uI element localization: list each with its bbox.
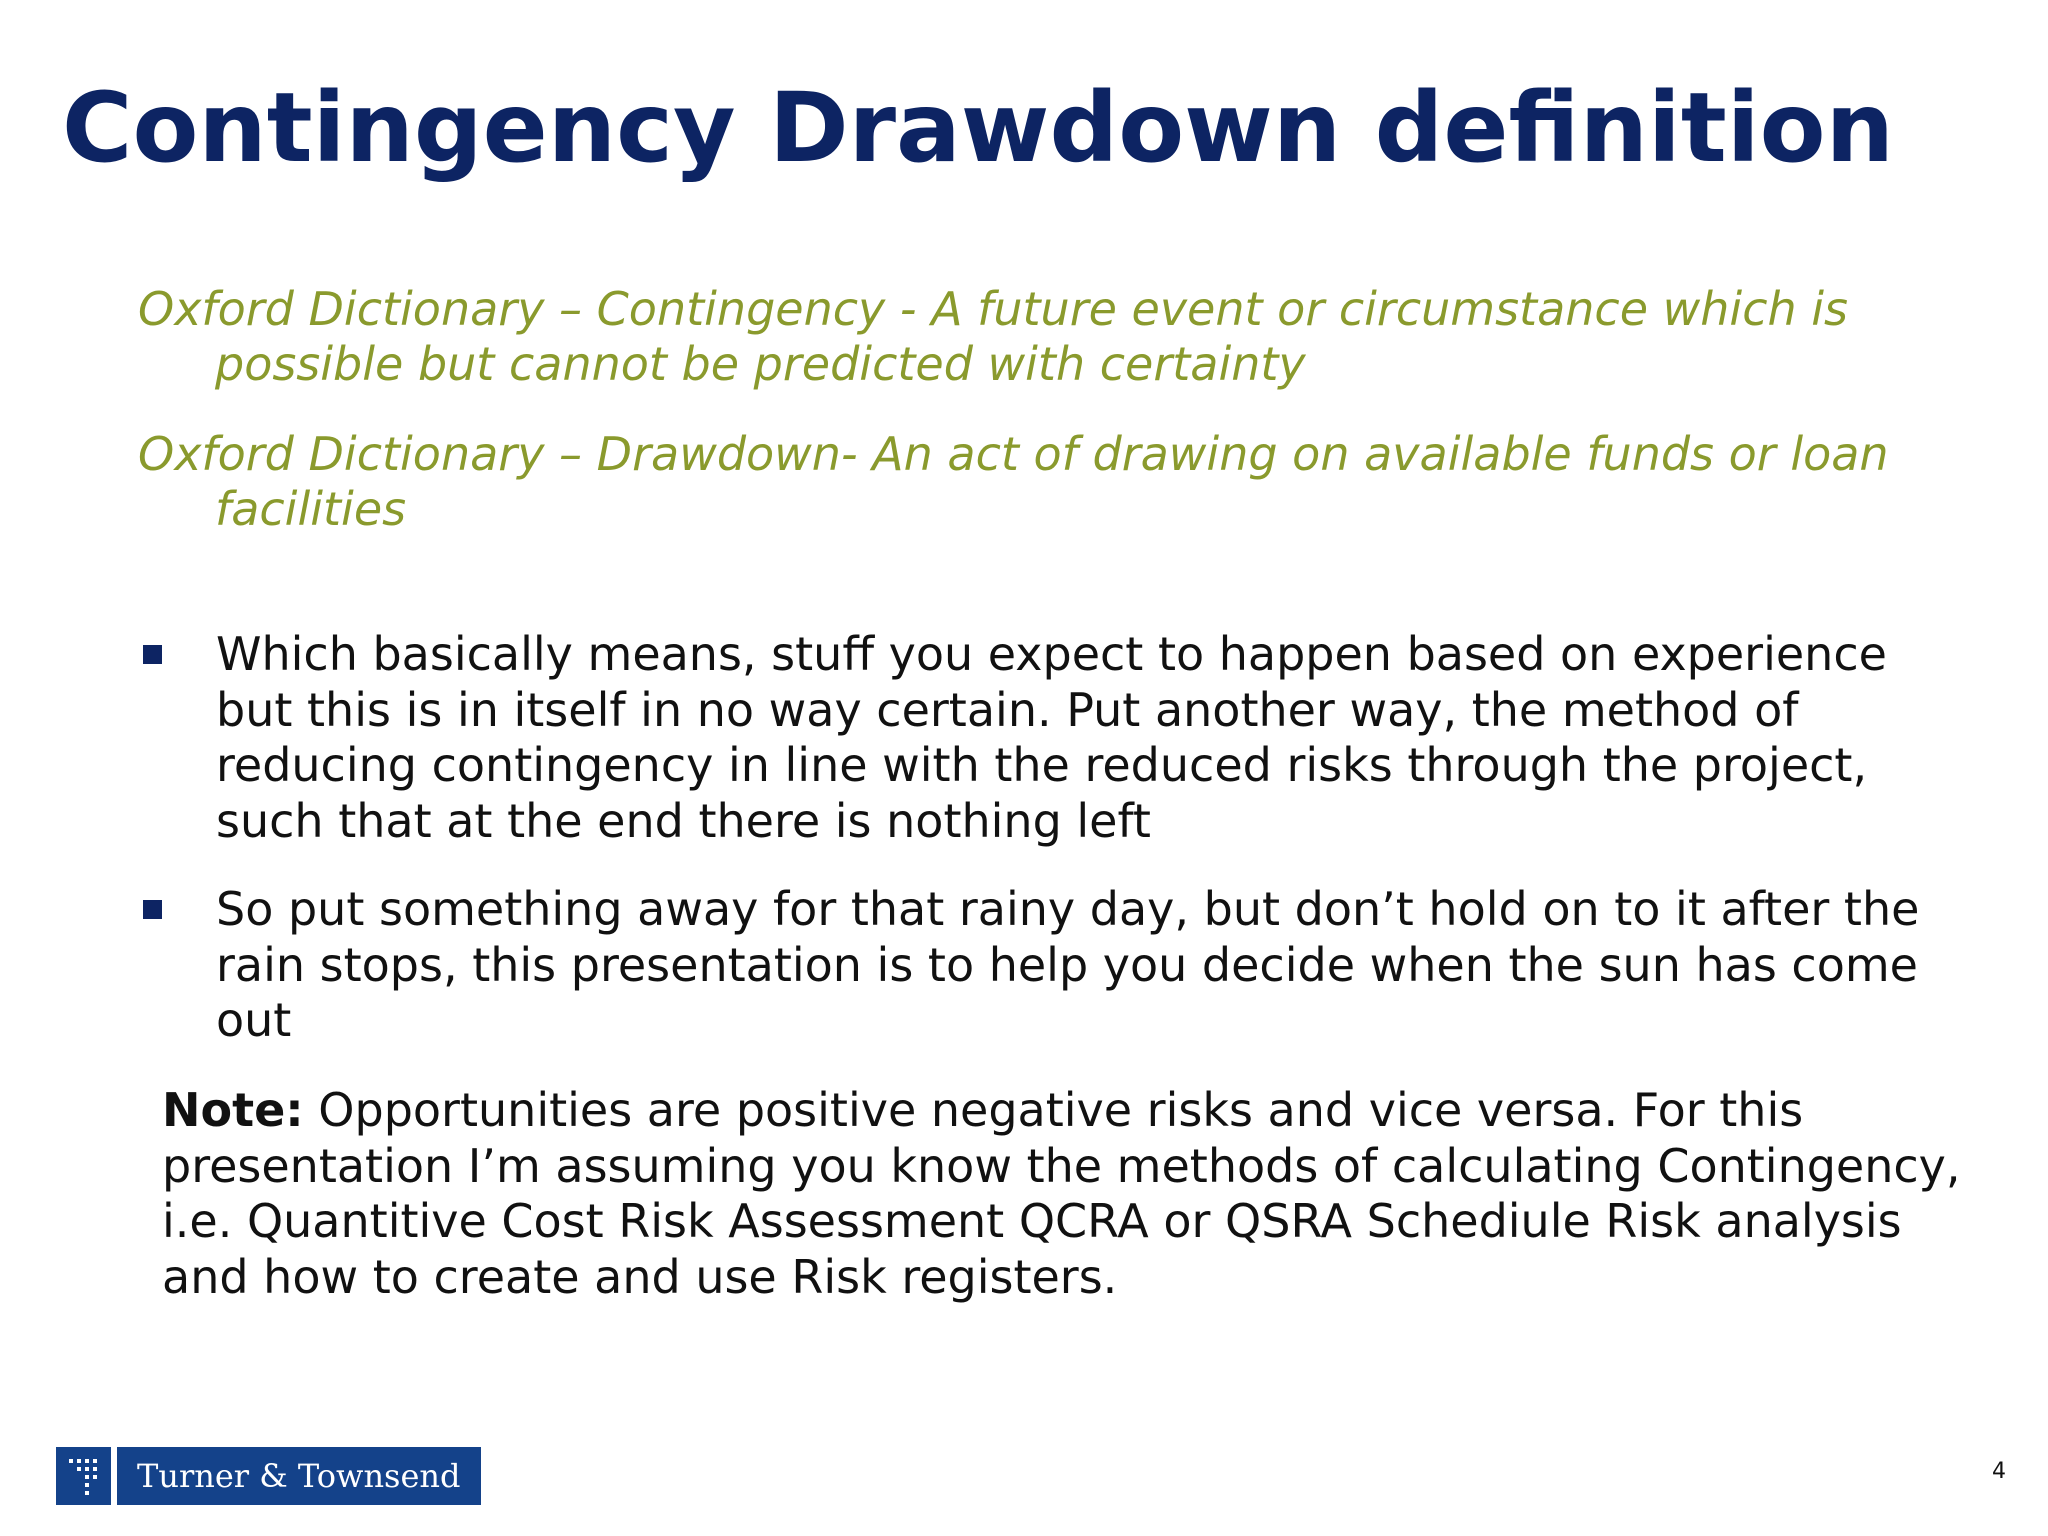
bullet-point: Which basically means, stuff you expect to happen based on experience but this is in itself in no way certain. Put another way, the method of reducing contingency in line with the reduced risks through the project, such that at the end there is nothing left (216, 627, 1887, 848)
dot-grid-icon (56, 1447, 111, 1505)
definition-line: possible but cannot be predicted with certainty (215, 337, 1306, 391)
note-paragraph (162, 1083, 1962, 1305)
bullet-point: So put something away for that rainy day, but don’t hold on to it after the rain stops, this presentation is to help you decide when the sun has come out (216, 882, 1920, 1047)
logo-wordmark: Turner & Townsend (117, 1447, 481, 1505)
page-number: 4 (1992, 1459, 2006, 1484)
definition-drawdown (138, 427, 1968, 537)
definition-contingency (138, 282, 1968, 392)
company-logo (56, 1447, 481, 1505)
definition-line: Oxford Dictionary – Drawdown- An act of drawing on available funds or loan (138, 427, 1889, 481)
note-text: Opportunities are positive negative risks and vice versa. For this presentation I’m assuming you know the methods of calculating Contingency, i.e. Quantitive Cost Risk Assessment QCRA or QSRA Schediule Risk analysis and how to create and use Risk registers. (162, 1083, 1961, 1304)
note-label: Note: (162, 1083, 304, 1137)
square-bullet-icon (143, 645, 162, 664)
definition-line: facilities (215, 482, 407, 536)
square-bullet-icon (143, 900, 162, 919)
definition-line: Oxford Dictionary – Contingency - A future event or circumstance which is (138, 282, 1849, 336)
slide-title: Contingency Drawdown definition (62, 72, 1894, 184)
dot-grid-icon-graphic (67, 1455, 101, 1497)
